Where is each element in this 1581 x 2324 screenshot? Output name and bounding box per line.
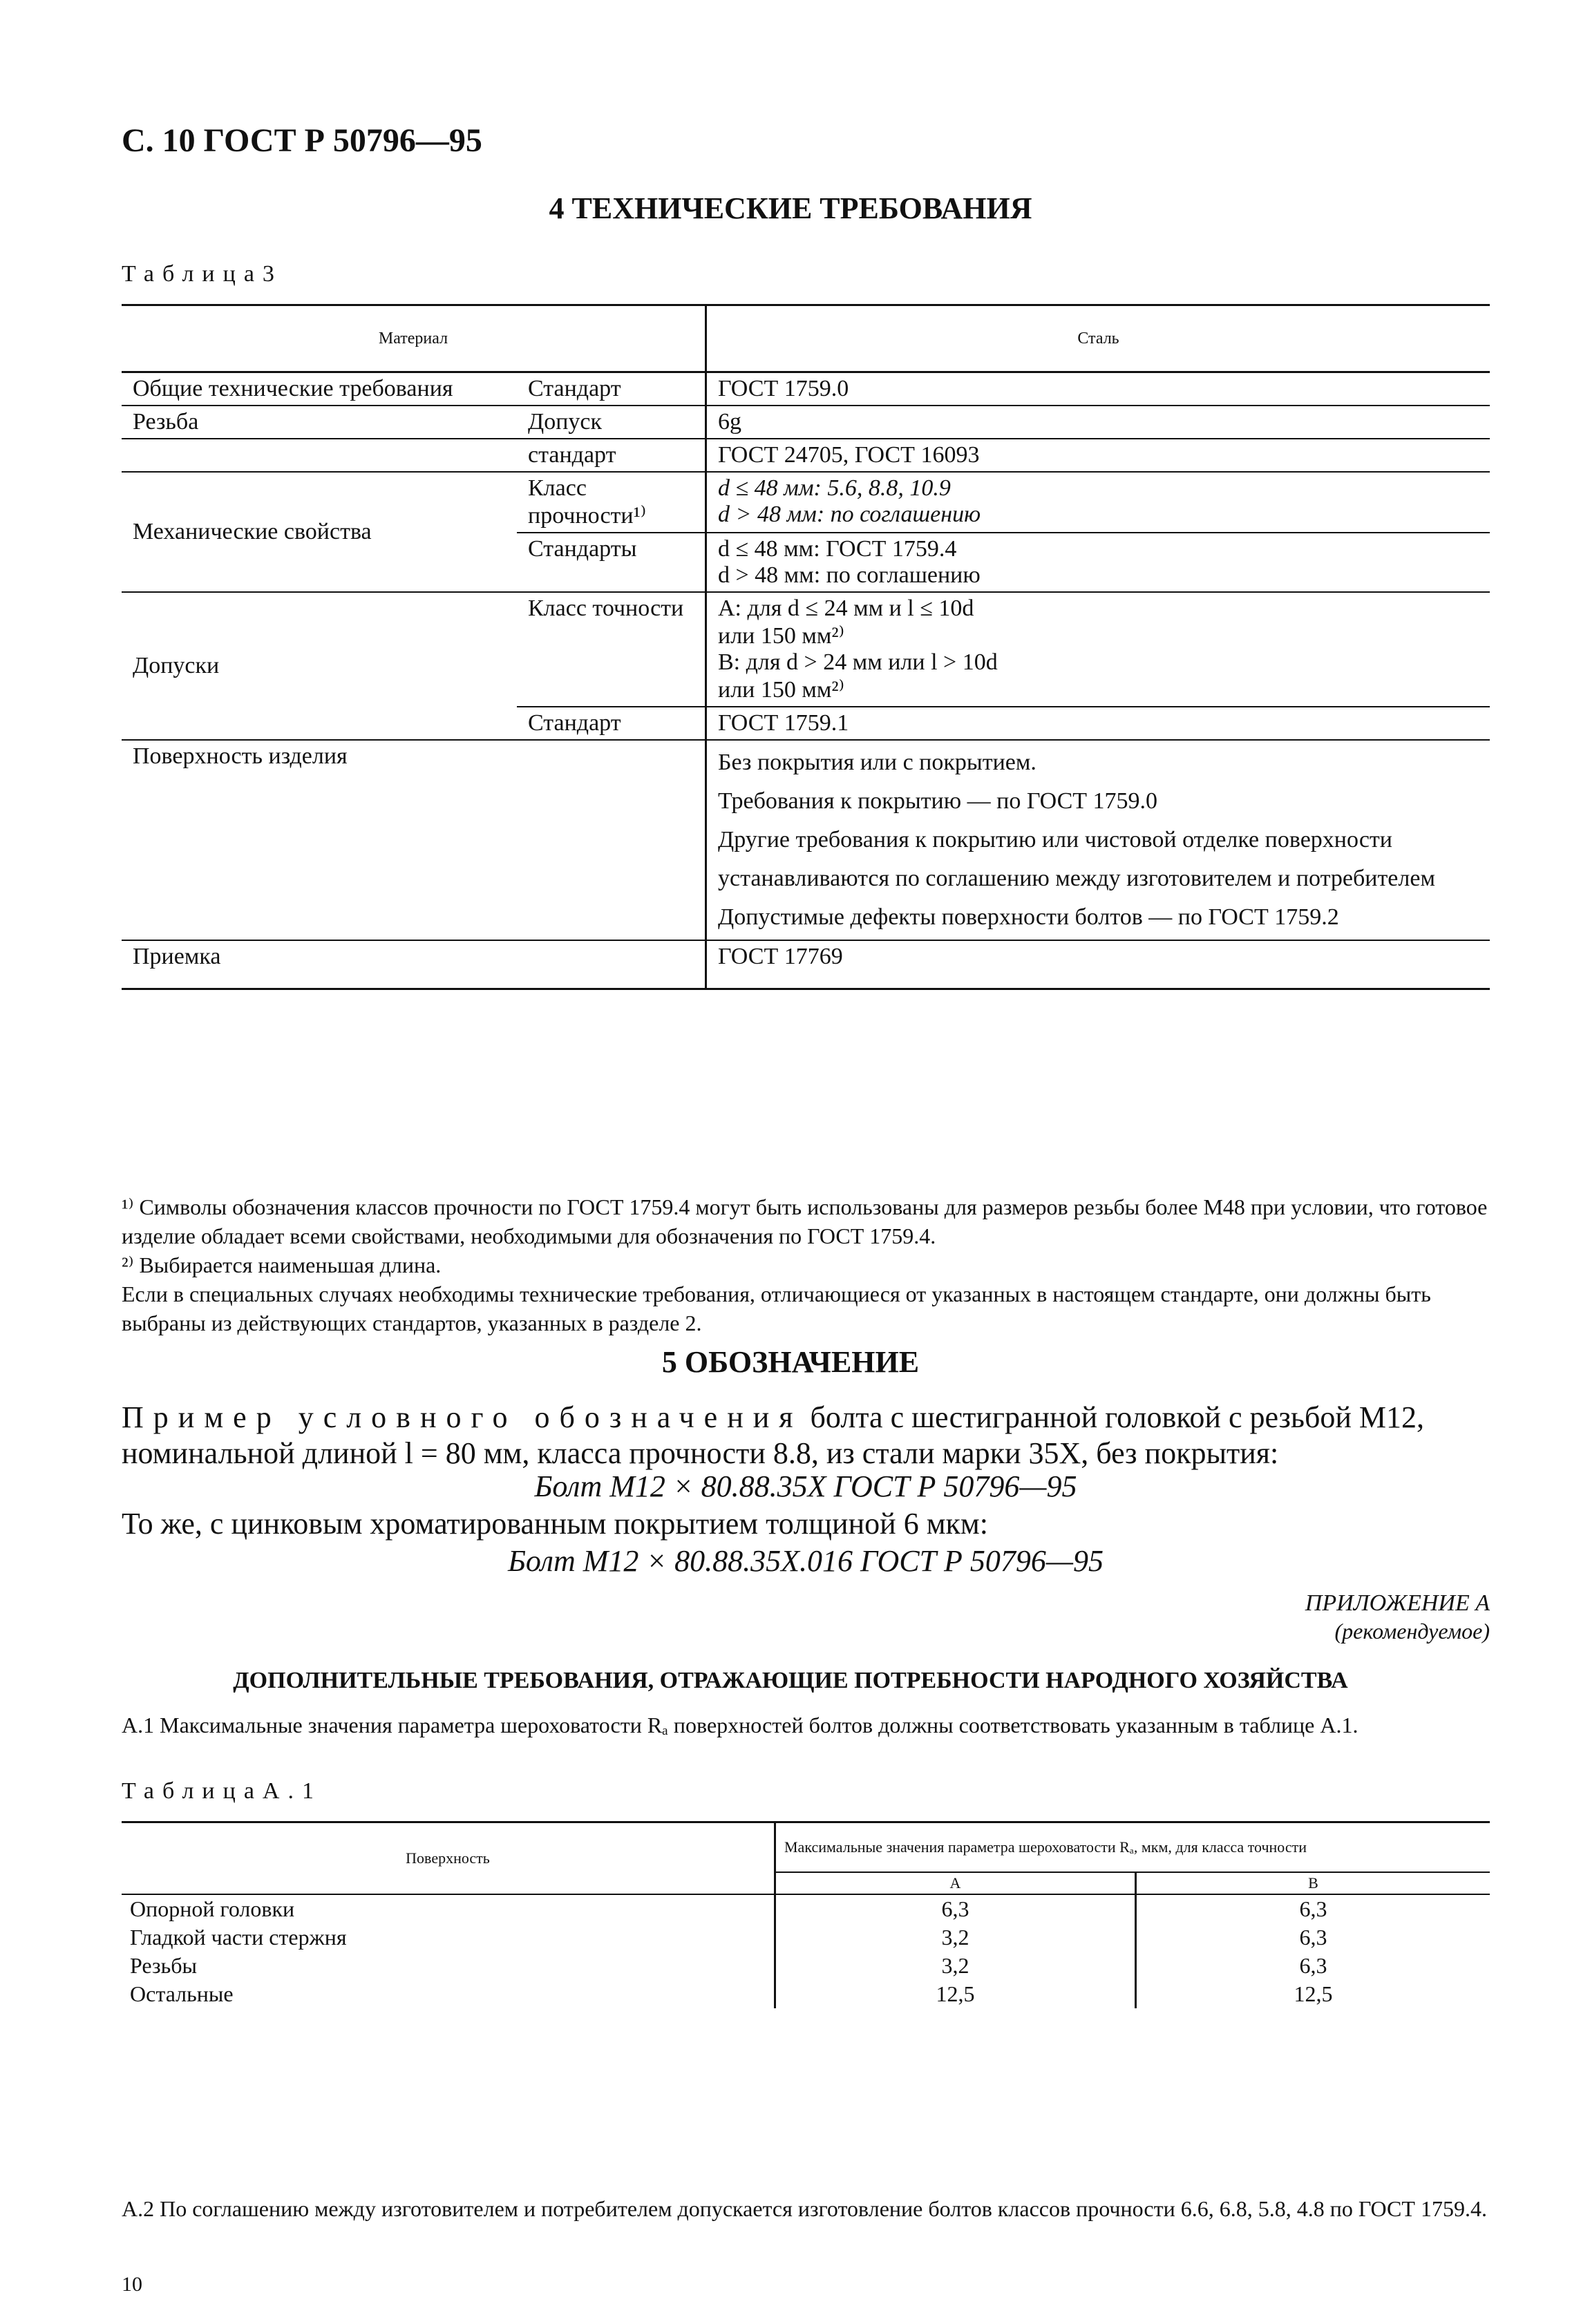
cell: ГОСТ 24705, ГОСТ 16093 [706,439,1490,472]
cell: 3,2 [775,1923,1136,1952]
cell: Класс прочности¹⁾ [528,475,647,528]
section-4-title: 4 ТЕХНИЧЕСКИЕ ТРЕБОВАНИЯ [549,191,1032,225]
cell: Резьбы [130,1953,197,1978]
cell: Опорной головки [130,1896,295,1921]
th-material: Материал [122,305,706,372]
th-class-b: В [1135,1872,1490,1894]
table-a1 [122,1821,1490,2008]
table-3 [122,304,1490,990]
example-1: Пример условного обозначения болта с шестигранной головкой с резьбой М12, номинальной длиной l = 80 мм, класса прочности 8.8, из стали марки 35Х, без покрытия: [122,1400,1425,1470]
cell: 6,3 [1135,1952,1490,1980]
cell: Механические свойства [133,519,372,544]
cell: Резьба [133,409,199,435]
cell: А: для d ≤ 24 мм и l ≤ 10d или 150 мм²⁾ В: для d > 24 мм или l > 10d или 150 мм²⁾ [706,592,1490,707]
cell: ГОСТ 1759.1 [706,707,1490,740]
cell: 6,3 [1135,1894,1490,1923]
cell: 12,5 [1135,1980,1490,2008]
cell: Остальные [130,1981,234,2006]
footnote-2: ²⁾ Выбирается наименьшая длина. [122,1253,442,1277]
appendix-title: ДОПОЛНИТЕЛЬНЫЕ ТРЕБОВАНИЯ, ОТРАЖАЮЩИЕ ПОТРЕБНОСТИ НАРОДНОГО ХОЗЯЙСТВА [233,1668,1348,1693]
example-2: То же, с цинковым хроматированным покрытием толщиной 6 мкм: [122,1507,988,1541]
cell: Стандарты [528,536,637,562]
para-a1: А.1 Максимальные значения параметра шероховатости Rₐ поверхностей болтов должны соответствовать указанным в таблице А.1. [122,1713,1358,1737]
table-a1-label: ТаблицаА.1 [122,1778,322,1804]
cell: 6,3 [775,1894,1136,1923]
th-surface: Поверхность [122,1822,775,1895]
cell: стандарт [528,442,616,468]
cell: ГОСТ 17769 [706,940,1490,989]
table-3-label: Таблица3 [122,261,283,287]
th-class-a: А [775,1872,1136,1894]
note-text: Если в специальных случаях необходимы технические требования, отличающиеся от указанных в настоящем стандарте, они должны быть выбраны из действующих стандартов, указанных в разделе 2. [122,1282,1431,1335]
cell: d ≤ 48 мм: ГОСТ 1759.4 d > 48 мм: по соглашению [706,533,1490,592]
cell: Гладкой части стержня [130,1925,347,1950]
cell: Допуски [133,653,220,678]
designation-2: Болт М12 × 80.88.35Х.016 ГОСТ Р 50796—95 [507,1544,1104,1578]
cell: Без покрытия или с покрытием. Требования к покрытию — по ГОСТ 1759.0 Другие требования к покрытию или чистовой отделке поверхности устанавливаются по соглашению между изготовителем и потребителем Допустимые дефекты поверхности болтов — по ГОСТ 1759.2 [706,740,1490,940]
designation-1: Болт М12 × 80.88.35Х ГОСТ Р 50796—95 [534,1469,1077,1503]
cell: Приемка [133,944,221,969]
section-5-title: 5 ОБОЗНАЧЕНИЕ [661,1345,920,1379]
appendix-label: ПРИЛОЖЕНИЕ А [1305,1590,1490,1616]
cell: 12,5 [775,1980,1136,2008]
cell: ГОСТ 1759.0 [706,372,1490,406]
cell: d ≤ 48 мм: 5.6, 8.8, 10.9 d > 48 мм: по соглашению [706,472,1490,533]
cell: Допуск [528,409,602,435]
footnote-1: ¹⁾ Символы обозначения классов прочности по ГОСТ 1759.4 могут быть использованы для размеров резьбы более М48 при условии, что готовое изделие обладает всеми свойствами, необходимыми для обозначения по ГОСТ 1759.4. [122,1194,1488,1248]
th-steel: Сталь [706,305,1490,372]
cell: Общие технические требования [133,376,453,401]
para-a2: А.2 По соглашению между изготовителем и потребителем допускается изготовление болтов классов прочности 6.6, 6.8, 5.8, 4.8 по ГОСТ 1759.4. [122,2196,1487,2221]
cell: 6g [706,406,1490,439]
cell: Стандарт [528,376,621,401]
page-header: С. 10 ГОСТ Р 50796—95 [122,122,482,159]
cell: 3,2 [775,1952,1136,1980]
cell: 6,3 [1135,1923,1490,1952]
page-number: 10 [122,2273,142,2296]
cell: Поверхность изделия [133,743,348,769]
cell: Класс точности [528,596,684,621]
th-roughness: Максимальные значения параметра шероховатости Rₐ, мкм, для класса точности [775,1822,1490,1873]
cell: Стандарт [528,710,621,736]
appendix-type: (рекомендуемое) [1334,1619,1490,1644]
